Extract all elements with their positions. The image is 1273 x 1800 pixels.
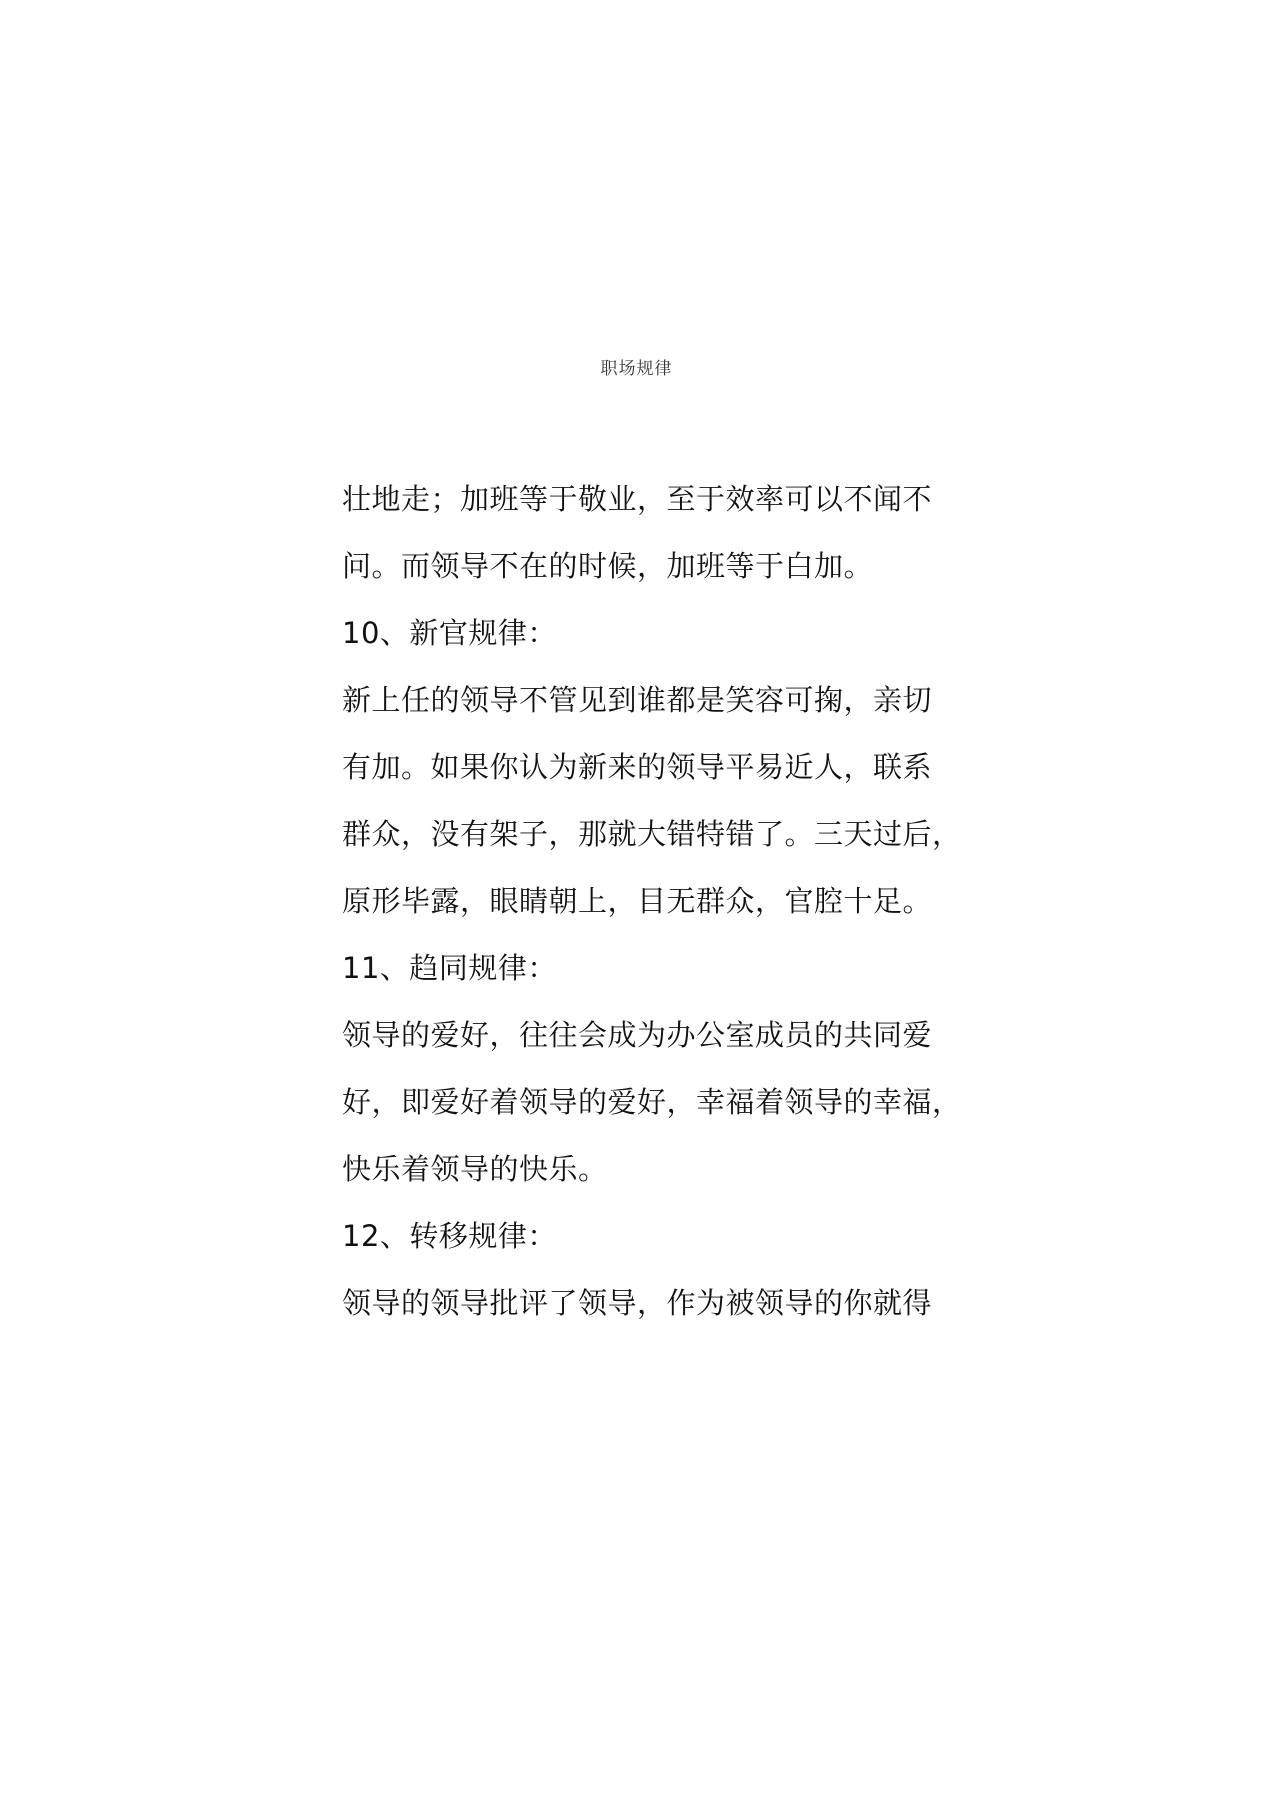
document-body: [342, 466, 962, 1337]
text-line: 新上任的领导不管见到谁都是笑容可掬，亲切: [342, 683, 933, 717]
section-heading: 11、趋同规律：: [342, 951, 557, 985]
text-line: 快乐着领导的快乐。: [342, 1152, 608, 1186]
text-line: 领导的领导批评了领导，作为被领导的你就得: [342, 1286, 933, 1320]
section-heading: 10、新官规律：: [342, 616, 557, 650]
text-line: 原形毕露，眼睛朝上，目无群众，官腔十足。: [342, 884, 933, 918]
page-header-title: 职场规律: [600, 359, 673, 379]
text-line: 问。而领导不在的时候，加班等于白加。: [342, 549, 874, 583]
text-line: 领导的爱好，往往会成为办公室成员的共同爱: [342, 1018, 933, 1052]
text-line: 壮地走；加班等于敬业，至于效率可以不闻不: [342, 482, 933, 516]
section-heading: 12、转移规律：: [342, 1219, 557, 1253]
text-line: 有加。如果你认为新来的领导平易近人，联系: [342, 750, 933, 784]
text-line: 好，即爱好着领导的爱好，幸福着领导的幸福，: [342, 1085, 962, 1119]
text-line: 群众，没有架子，那就大错特错了。三天过后，: [342, 817, 962, 851]
